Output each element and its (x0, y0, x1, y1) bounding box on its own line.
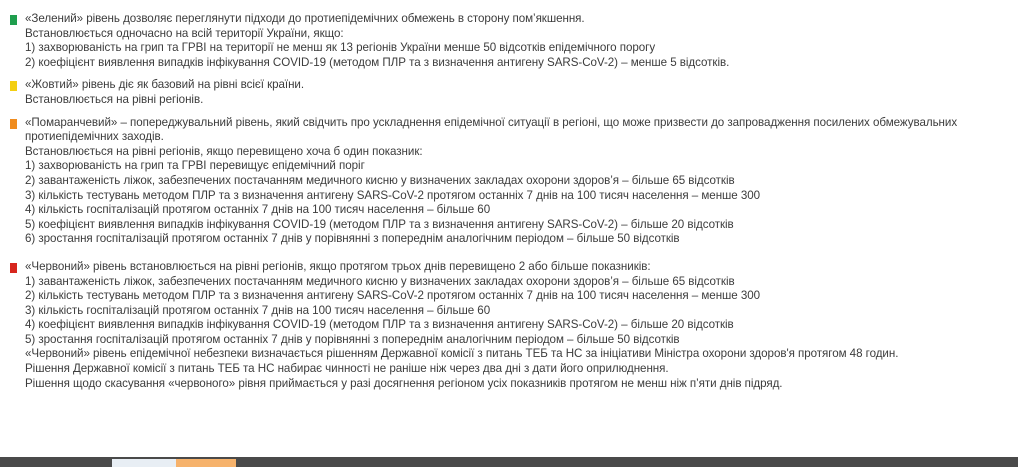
yellow-line: Встановлюється на рівні регіонів. (25, 92, 204, 106)
yellow-level-text (25, 78, 1008, 107)
red-level-section (8, 260, 1008, 391)
green-line: Встановлюється одночасно на всій території України, якщо: (25, 26, 344, 40)
red-line: «Червоний» рівень встановлюється на рівні регіонів, якщо протягом трьох днів перевищено 2 або більше показників: (25, 259, 651, 273)
orange-line: 5) коефіцієнт виявлення випадків інфікування COVID-19 (методом ПЛР та з визначення антигену SARS-CoV-2) – більше 20 відсотків (25, 217, 734, 231)
red-line: «Червоний» рівень епідемічної небезпеки визначається рішенням Державної комісії з питань ТЕБ та НС за ініціативи Міністра охорони здоров'я протягом 48 годин. (25, 347, 899, 361)
red-line: Рішення Державної комісії з питань ТЕБ та НС набирає чинності не раніше ніж через два дні з дати його оприлюднення. (25, 362, 669, 376)
red-line: 1) завантаженість ліжок, забезпечених постачанням медичного кисню у визначених закладах охорони здоров’я – більше 65 відсотків (25, 274, 735, 288)
green-line: 1) захворюваність на грип та ГРВІ на території не менш як 13 регіонів України менше 50 відсотків епідемічного порогу (25, 41, 656, 55)
yellow-line: «Жовтий» рівень діє як базовий на рівні всієї країни. (25, 78, 305, 92)
orange-line: Встановлюється на рівні регіонів, якщо перевищено хоча б один показник: (25, 144, 423, 158)
red-level-text (25, 260, 1008, 391)
red-line: Рішення щодо скасування «червоного» рівня приймається у разі досягнення регіоном усіх показників протягом не менш ніж п’яти днів підряд. (25, 376, 783, 390)
orange-line: 2) завантаженість ліжок, забезпечених постачанням медичного кисню у визначених закладах охорони здоров’я – більше 65 відсотків (25, 173, 735, 187)
green-level-marker (10, 15, 17, 25)
red-line: 3) кількість госпіталізацій протягом останніх 7 днів на 100 тисяч населення – більше 60 (25, 303, 491, 317)
bottom-bar-light-segment (112, 459, 176, 467)
orange-line: 3) кількість тестувань методом ПЛР та з визначення антигену SARS-CoV-2 протягом останніх 7 днів на 100 тисяч населення – менше 300 (25, 188, 761, 202)
green-level-text (25, 12, 1008, 70)
green-line: «Зелений» рівень дозволяє переглянути підходи до протиепідемічних обмежень в сторону пом’якшення. (25, 12, 585, 25)
bottom-bar-orange-segment (176, 459, 236, 467)
green-level-section (8, 12, 1008, 70)
orange-line: «Помаранчевий» – попереджувальний рівень, який свідчить про ускладнення епідемічної ситуації в регіоні, що може призвести до запровадження посилених обмежувальних протиепідемічних заходів. (25, 115, 958, 144)
red-line: 4) коефіцієнт виявлення випадків інфікування COVID-19 (методом ПЛР та з визначення антигену SARS-CoV-2) – більше 20 відсотків (25, 318, 734, 332)
orange-level-marker (10, 119, 17, 129)
yellow-level-section (8, 78, 1008, 107)
orange-line: 4) кількість госпіталізацій протягом останніх 7 днів на 100 тисяч населення – більше 60 (25, 203, 491, 217)
orange-line: 1) захворюваність на грип та ГРВІ перевищує епідемічний поріг (25, 159, 365, 173)
red-line: 5) зростання госпіталізацій протягом останніх 7 днів у порівнянні з попереднім аналогічним періодом – більше 50 відсотків (25, 332, 680, 346)
bottom-page-bar (0, 457, 1018, 467)
orange-line: 6) зростання госпіталізацій протягом останніх 7 днів у порівнянні з попереднім аналогічним періодом – більше 50 відсотків (25, 232, 680, 246)
orange-level-text (25, 116, 1008, 247)
red-line: 2) кількість тестувань методом ПЛР та з визначення антигену SARS-CoV-2 протягом останніх 7 днів на 100 тисяч населення – менше 300 (25, 289, 761, 303)
red-level-marker (10, 263, 17, 273)
yellow-level-marker (10, 81, 17, 91)
green-line: 2) коефіцієнт виявлення випадків інфікування COVID-19 (методом ПЛР та з визначення антигену SARS-CoV-2) – менше 5 відсотків. (25, 55, 730, 69)
quarantine-levels-document (8, 12, 1008, 399)
orange-level-section (8, 116, 1008, 247)
